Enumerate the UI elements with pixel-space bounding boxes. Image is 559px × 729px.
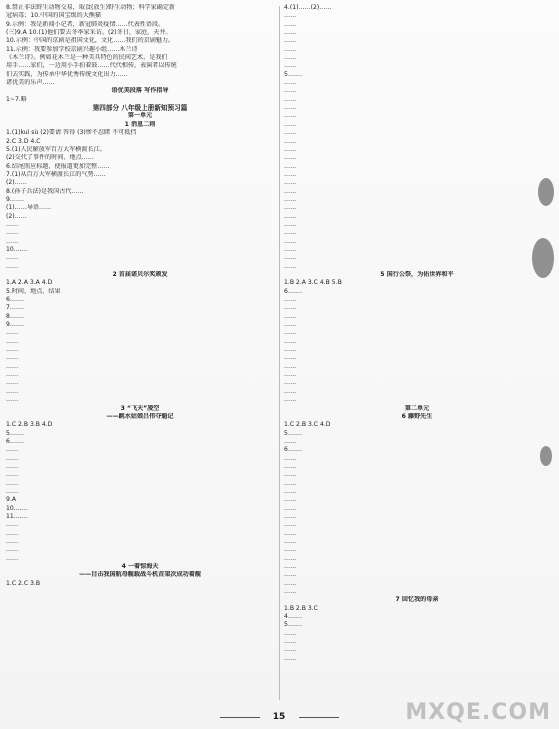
answer-line: 8.…… xyxy=(6,312,25,320)
answer-line: …… xyxy=(284,487,297,495)
answer-line: 1~7.略 xyxy=(6,95,27,103)
answer-line: 10.…… xyxy=(6,504,28,512)
answer-line: …… xyxy=(284,45,297,53)
answer-line: 1.B 2.B 3.C xyxy=(284,604,318,612)
answer-line: …… xyxy=(284,212,297,220)
answer-line: …… xyxy=(284,387,297,395)
answer-line: 6.…… xyxy=(284,446,303,454)
answer-line: …… xyxy=(284,154,297,162)
answer-line: …… xyxy=(6,538,19,545)
answer-line: …… xyxy=(6,554,19,562)
answer-line: 9.…… xyxy=(6,321,25,329)
answer-line: …… xyxy=(284,62,297,70)
answer-line: 7 回忆我的母亲 xyxy=(395,596,439,604)
answer-line: 5.…… xyxy=(284,621,303,629)
answer-line: 5.…… xyxy=(284,70,303,78)
answer-line: ——目击我国航母舰载战斗机首架次成功着舰 xyxy=(79,571,201,579)
answer-line: 5 国行公祭，为佑世界和平 xyxy=(380,271,454,278)
answer-line: …… xyxy=(284,20,297,28)
answer-line: …… xyxy=(284,496,297,504)
answer-line: …… xyxy=(284,529,297,537)
answer-line: …… xyxy=(6,546,19,554)
answer-line: …… xyxy=(284,437,297,445)
answer-line: …… xyxy=(284,462,297,470)
answer-line: …… xyxy=(284,112,297,120)
answer-line: …… xyxy=(284,354,297,362)
answer-line: …… xyxy=(284,379,297,387)
answer-line: 7.…… xyxy=(6,304,25,312)
answer-line: …… xyxy=(284,120,297,128)
answer-line: …… xyxy=(6,387,19,395)
answer-line: …… xyxy=(6,487,19,495)
answer-line: …… xyxy=(284,337,297,345)
answer-line: 6.…… xyxy=(6,296,25,304)
answer-line: …… xyxy=(284,37,297,45)
answer-line: 《木兰诗》。例如花木兰是一种美具特色的民间艺术，是我们 xyxy=(6,54,168,62)
answer-line: 4 一着惊海天 xyxy=(121,563,159,571)
answer-line: …… xyxy=(6,521,19,529)
ink-blot xyxy=(532,238,554,278)
answer-line: 5.时间、地点、结果 xyxy=(6,287,61,295)
answer-line: 们去实践，为传承中华优秀传统文化出力…… xyxy=(6,70,128,78)
answer-line: …… xyxy=(284,254,297,262)
answer-line: 7.(1)从百万大军横渡长江的气势…… xyxy=(6,170,106,178)
right-answer-column xyxy=(284,4,550,704)
answer-line: …… xyxy=(284,554,297,562)
answer-line: …… xyxy=(284,245,297,253)
answer-line: 诸优美的乐声…… xyxy=(6,79,55,87)
answer-line: …… xyxy=(284,237,297,245)
answer-line: …… xyxy=(284,588,297,596)
answer-line: 1.(1)kuì sù (2)要请 答得 (3)惨不忍睹 不可抵挡 xyxy=(6,129,137,137)
page-number: 15 xyxy=(272,712,286,722)
answer-line: …… xyxy=(284,512,297,520)
answer-line: …… xyxy=(6,529,19,537)
answer-line: …… xyxy=(6,446,19,454)
answer-line: 9.A xyxy=(6,496,16,504)
answer-line: …… xyxy=(284,29,297,37)
answer-line: …… xyxy=(6,262,19,270)
answer-line: 4.…… xyxy=(284,613,303,621)
answer-line: …… xyxy=(284,454,297,462)
answer-line: …… xyxy=(6,471,19,479)
answer-line: 9.示例：我是新闻小记者，新冠肺炎疫情……代表性语段。 xyxy=(6,20,165,28)
answer-line: (2)…… xyxy=(6,212,27,220)
answer-line: …… xyxy=(284,12,297,20)
answer-line: …… xyxy=(284,321,297,329)
answer-line: 第一单元 xyxy=(127,112,153,120)
answer-line: ——跳水姑娘吕伟夺魁记 xyxy=(106,412,174,420)
answer-line: 11.示例：我要参加学校京剧兴趣小组……木兰诗 xyxy=(6,45,138,53)
answer-line: …… xyxy=(6,329,19,337)
answer-line: 8.(孙子兵法)是我国古代…… xyxy=(6,187,84,195)
answer-line: …… xyxy=(284,262,297,270)
answer-line: 5.…… xyxy=(6,429,25,437)
answer-line: …… xyxy=(6,220,19,228)
answer-line: …… xyxy=(6,354,19,362)
answer-line: …… xyxy=(284,162,297,170)
answer-line: …… xyxy=(284,638,297,646)
answer-line: 1.B 2.A 3.C 4.B 5.B xyxy=(284,279,342,287)
answer-line: …… xyxy=(6,362,19,370)
answer-line: 6.结尾照应标题，使报道更加完整…… xyxy=(6,162,110,170)
answer-line: …… xyxy=(284,629,297,637)
answer-line: …… xyxy=(284,396,297,404)
answer-line: …… xyxy=(284,646,297,654)
answer-line: 第二单元 xyxy=(404,404,430,412)
answer-line: …… xyxy=(284,479,297,487)
answer-line: …… xyxy=(6,379,19,387)
answer-line: 1.C 2.C 3.B xyxy=(6,579,41,587)
answer-line: …… xyxy=(6,371,19,379)
answer-line: …… xyxy=(284,79,297,87)
answer-line: …… xyxy=(284,538,297,545)
answer-line: 5.…… xyxy=(284,429,303,437)
answer-line: …… xyxy=(284,137,297,145)
answer-line: (三)9.A 10.(1)他们要去冬季家采访。(2)冬日，家庭，天井。 xyxy=(6,29,172,37)
ink-blot xyxy=(540,446,552,466)
page-number-rule-left xyxy=(220,717,260,718)
answer-line: 3 “飞天”凌空 xyxy=(120,404,160,412)
answer-line: …… xyxy=(6,462,19,470)
answer-line: …… xyxy=(284,563,297,571)
answer-line: …… xyxy=(284,329,297,337)
answer-line: (2)…… xyxy=(6,179,27,187)
answer-line: …… xyxy=(284,571,297,579)
answer-line: …… xyxy=(284,504,297,512)
answer-line: …… xyxy=(284,312,297,320)
answer-line: …… xyxy=(6,479,19,487)
answer-line: (2)交代了事件的时间、地点…… xyxy=(6,154,94,162)
answer-line: 语优美段落 写作指导 xyxy=(111,87,169,95)
answer-line: …… xyxy=(6,237,19,245)
answer-line: …… xyxy=(284,145,297,153)
answer-line: …… xyxy=(6,454,19,462)
answer-line: …… xyxy=(284,220,297,228)
answer-line: 第四部分 八年级上册新知预习篇 xyxy=(92,104,188,113)
answer-line: 2.C 3.D 4.C xyxy=(6,137,41,145)
answer-line: …… xyxy=(284,296,297,304)
answer-line: …… xyxy=(6,346,19,354)
answer-line: …… xyxy=(284,229,297,237)
answer-line: …… xyxy=(284,179,297,187)
answer-line: …… xyxy=(284,521,297,529)
answer-line: 9.…… xyxy=(6,195,25,203)
answer-line: …… xyxy=(284,195,297,203)
answer-line: …… xyxy=(284,546,297,554)
answer-line: 6 藤野先生 xyxy=(401,412,433,420)
answer-line: …… xyxy=(284,104,297,112)
ink-blot xyxy=(538,178,554,206)
answer-line: 5.(1)人民解放军百万大军横渡长江。 xyxy=(6,145,106,153)
answer-line: 1.C 2.B 3.C 4.D xyxy=(284,421,331,429)
site-watermark: MXQE.COM xyxy=(405,700,551,725)
left-answer-column xyxy=(6,4,274,704)
answer-line: …… xyxy=(284,204,297,212)
answer-line: 用手……家们，一边用小手拍着鼓……代代相传，表演者以传统 xyxy=(6,62,177,70)
answer-line: 1.C 2.B 3.B 4.D xyxy=(6,421,53,429)
answer-line: 2 首届诺贝尔奖颁发 xyxy=(112,271,168,278)
answer-line: 6.…… xyxy=(284,287,303,295)
answer-line: …… xyxy=(284,54,297,62)
answer-line: …… xyxy=(284,471,297,479)
answer-line: 1 消息二则 xyxy=(124,120,156,128)
answer-line: 1.A 2.A 3.A 4.D xyxy=(6,279,53,287)
answer-line: …… xyxy=(6,337,19,345)
answer-line: …… xyxy=(284,187,297,195)
answer-line: 冠病毒；10.中国的国宝级的大熊猫 xyxy=(6,12,102,20)
answer-line: 4.(1)……(2)…… xyxy=(284,4,332,11)
answer-line: …… xyxy=(6,254,19,262)
answer-line: 10.…… xyxy=(6,245,28,253)
answer-line: 11.…… xyxy=(6,512,28,520)
answer-line: …… xyxy=(284,654,297,662)
answer-line: 10.示例：中国的京剧是祖国文化，文化……我们的京剧魅力。 xyxy=(6,37,175,45)
answer-line: …… xyxy=(284,346,297,354)
answer-line: 6.…… xyxy=(6,437,25,445)
answer-line: …… xyxy=(284,129,297,137)
answer-line: …… xyxy=(6,396,19,404)
answer-line: …… xyxy=(6,229,19,237)
answer-line: …… xyxy=(284,87,297,95)
answer-line: …… xyxy=(284,371,297,379)
column-divider xyxy=(279,6,280,700)
answer-line: …… xyxy=(284,95,297,103)
answer-line: (1)……导语…… xyxy=(6,204,52,212)
answer-line: 8.禁止非法野生动物交易，取食(放生)野生动物；科学家确定新 xyxy=(6,4,176,11)
answer-line: …… xyxy=(284,362,297,370)
page-number-rule-right xyxy=(299,717,339,718)
answer-line: …… xyxy=(284,579,297,587)
answer-line: …… xyxy=(284,170,297,178)
answer-line: …… xyxy=(284,304,297,312)
